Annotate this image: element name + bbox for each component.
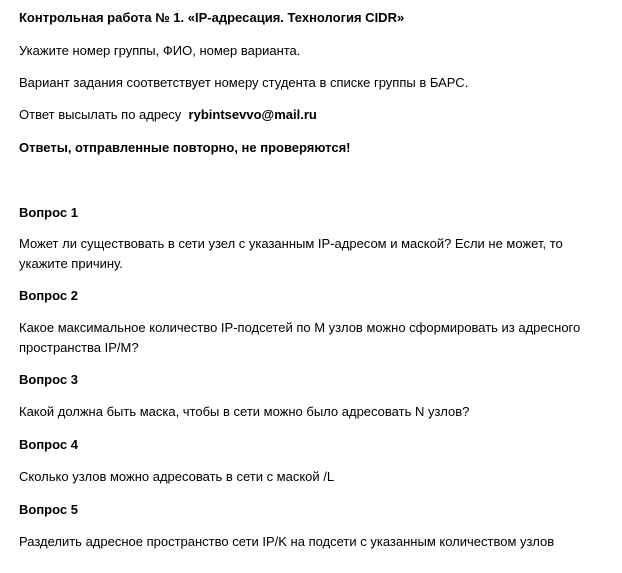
question-2-text: Какое максимальное количество IP-подсетей по M узлов можно сформировать из адресного пространства IP/M? [19, 320, 581, 355]
question-1-heading: Вопрос 1 [19, 205, 78, 220]
intro-line-variant: Вариант задания соответствует номеру студента в списке группы в БАРС. [19, 75, 469, 90]
question-3-heading: Вопрос 3 [19, 372, 78, 387]
question-4-text: Сколько узлов можно адресовать в сети с маской /L [19, 469, 335, 484]
email-label: Ответ высылать по адресу [19, 107, 182, 122]
warning-text: Ответы, отправленные повторно, не проверяются! [19, 140, 351, 155]
question-3-text: Какой должна быть маска, чтобы в сети можно было адресовать N узлов? [19, 404, 470, 419]
intro-line-group-info: Укажите номер группы, ФИО, номер варианта. [19, 43, 301, 58]
document-title: Контрольная работа № 1. «IP-адресация. Технология CIDR» [19, 10, 405, 25]
question-5-text: Разделить адресное пространство сети IP/K на подсети с указанным количеством узлов [19, 534, 555, 549]
question-2-heading: Вопрос 2 [19, 288, 78, 303]
email-address: rybintsevvo@mail.ru [188, 107, 317, 122]
question-4-heading: Вопрос 4 [19, 437, 78, 452]
email-line [19, 105, 317, 125]
question-5-heading: Вопрос 5 [19, 502, 78, 517]
question-1-text: Может ли существовать в сети узел с указанным IP-адресом и маской? Если не может, то укажите причину. [19, 236, 563, 271]
